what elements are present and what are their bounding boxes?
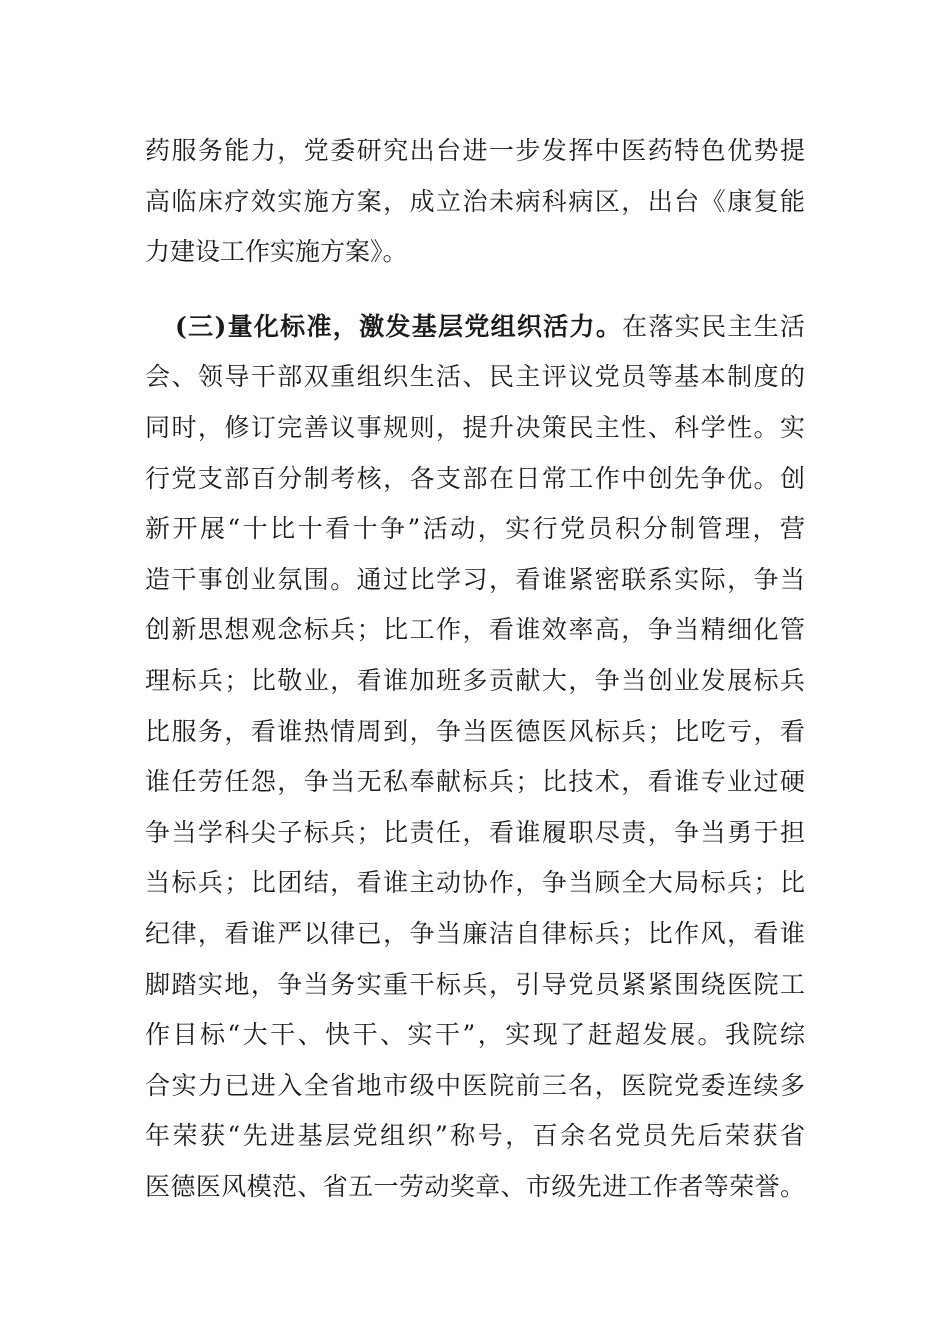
text-line: 理标兵；比敬业，看谁加班多贡献大，争当创业发展标兵 — [145, 665, 805, 695]
text-line: 比服务，看谁热情周到，争当医德医风标兵；比吃亏，看 — [145, 716, 805, 746]
text-line: 高临床疗效实施方案，成立治未病科病区，出台《康复能 — [145, 186, 805, 216]
text-line: 作目标“大干、快干、实干”，实现了赶超发展。我院综 — [145, 1020, 805, 1050]
body-text — [145, 126, 805, 1212]
text-line: 争当学科尖子标兵；比责任，看谁履职尽责，争当勇于担 — [145, 817, 805, 847]
text-line: 同时，修订完善议事规则，提升决策民主性、科学性。实 — [145, 412, 805, 442]
text-line: 纪律，看谁严以律已，争当廉洁自律标兵；比作风，看谁 — [145, 918, 805, 948]
paragraph-2 — [145, 302, 805, 1213]
paragraph-gap — [145, 278, 805, 302]
text-line: 药服务能力，党委研究出台进一步发挥中医药特色优势提 — [145, 136, 805, 165]
text-line: 新开展“十比十看十争”活动，实行党员积分制管理，营 — [145, 514, 805, 544]
text-line: 医德医风模范、省五一劳动奖章、市级先进工作者等荣誉。 — [145, 1171, 805, 1201]
text-line: 谁任劳任怨，争当无私奉献标兵；比技术，看谁专业过硬 — [145, 767, 805, 797]
text-line: 行党支部百分制考核，各支部在日常工作中创先争优。创 — [145, 463, 805, 493]
text-line: 造干事创业氛围。通过比学习，看谁紧密联系实际，争当 — [145, 564, 805, 594]
first-line-rest: 在落实民主生活 — [622, 311, 805, 341]
text-line: 合实力已进入全省地市级中医院前三名，医院党委连续多 — [145, 1070, 805, 1100]
text-line: 创新思想观念标兵；比工作，看谁效率高，争当精细化管 — [145, 615, 805, 645]
text-line-first — [145, 302, 805, 353]
paragraph-1 — [145, 126, 805, 278]
section-heading: (三)量化标准，激发基层党组织活力。 — [175, 311, 623, 341]
text-line: 力建设工作实施方案》。 — [145, 237, 408, 267]
text-line: 年荣获“先进基层党组织”称号，百余名党员先后荣获省 — [145, 1121, 805, 1151]
text-line: 当标兵；比团结，看谁主动协作，争当顾全大局标兵；比 — [145, 868, 805, 898]
text-line: 会、领导干部双重组织生活、民主评议党员等基本制度的 — [145, 362, 805, 392]
text-line: 脚踏实地，争当务实重干标兵，引导党员紧紧围绕医院工 — [145, 969, 805, 999]
